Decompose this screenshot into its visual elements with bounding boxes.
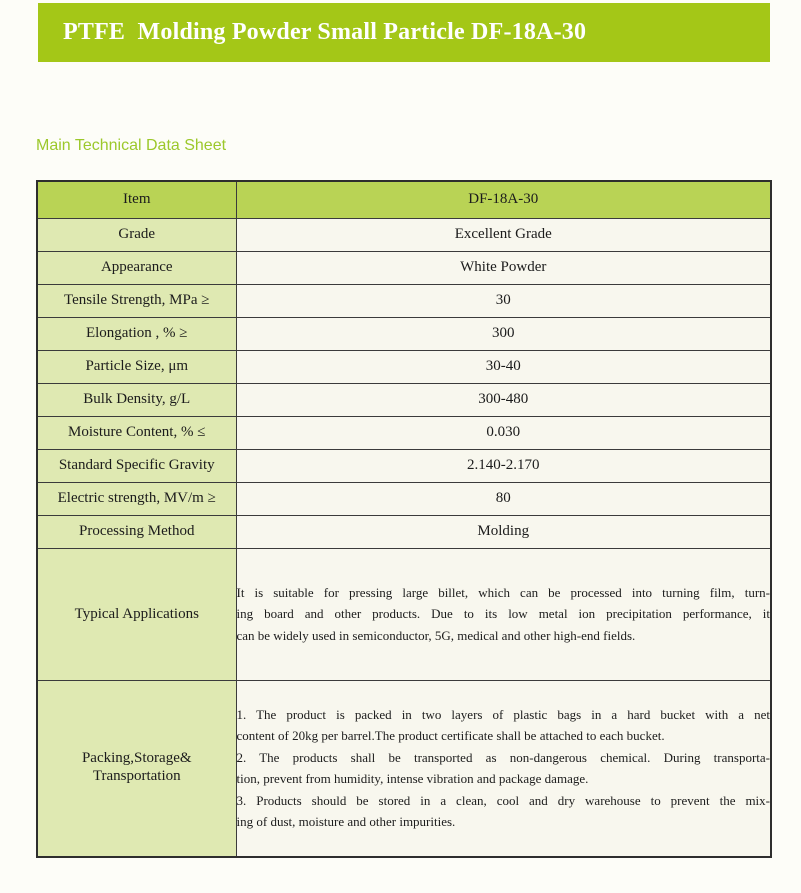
title-banner [38,3,770,62]
item-cell: Grade [37,218,236,251]
paragraph-line: It is suitable for pressing large billet, which can be processed into turning film, turn- [236,584,770,600]
paragraph-line: ing of dust, moisture and other impurities. [236,814,456,830]
item-cell: Particle Size, μm [37,350,236,383]
paragraph-line: ing board and other products. Due to its low metal ion precipitation performance, it [236,606,770,622]
typical-applications-row [37,548,771,680]
packing-item-label [38,750,236,786]
table-row [37,317,771,350]
item-label-line: Packing,Storage& [81,750,192,767]
header-item-cell: Item [37,181,236,218]
item-cell: Processing Method [37,515,236,548]
packing-storage-paragraph [237,704,771,833]
value-cell: Excellent Grade [236,218,771,251]
item-cell: Typical Applications [37,548,236,680]
table-row [37,218,771,251]
paragraph-line: 2. The products shall be transported as non-dangerous chemical. During transporta- [236,749,770,765]
value-cell: 300 [236,317,771,350]
page-title: PTFE Molding Powder Small Particle DF-18A-30 [63,19,587,45]
packing-storage-text-cell [236,680,771,857]
value-cell: 30-40 [236,350,771,383]
table-row [37,416,771,449]
table-header-row [37,181,771,218]
item-label-line: Transportation [92,768,181,785]
item-cell: Moisture Content, % ≤ [37,416,236,449]
value-cell: 80 [236,482,771,515]
value-cell: Molding [236,515,771,548]
table-row [37,350,771,383]
technical-data-table [36,180,772,858]
value-cell: 0.030 [236,416,771,449]
typical-applications-text-cell [236,548,771,680]
header-value-cell: DF-18A-30 [236,181,771,218]
table-row [37,482,771,515]
paragraph-line: tion, prevent from humidity, intense vibration and package damage. [236,771,589,787]
item-cell: Standard Specific Gravity [37,449,236,482]
table-row [37,284,771,317]
paragraph-line: 3. Products should be stored in a clean, cool and dry warehouse to prevent the mix- [236,792,770,808]
table-row [37,449,771,482]
packing-storage-row [37,680,771,857]
item-cell: Electric strength, MV/m ≥ [37,482,236,515]
item-cell: Elongation , % ≥ [37,317,236,350]
value-cell: 30 [236,284,771,317]
table-row [37,251,771,284]
value-cell: White Powder [236,251,771,284]
item-cell: Appearance [37,251,236,284]
value-cell: 300-480 [236,383,771,416]
item-cell: Tensile Strength, MPa ≥ [37,284,236,317]
table-row [37,515,771,548]
paragraph-line: 1. The product is packed in two layers of plastic bags in a hard bucket with a net [236,706,770,722]
value-cell: 2.140-2.170 [236,449,771,482]
section-heading: Main Technical Data Sheet [36,137,227,154]
table-row [37,383,771,416]
item-cell [37,680,236,857]
item-cell: Bulk Density, g/L [37,383,236,416]
paragraph-line: content of 20kg per barrel.The product certificate shall be attached to each bucket. [236,728,665,744]
paragraph-line: can be widely used in semiconductor, 5G, medical and other high-end fields. [236,627,636,643]
typical-applications-paragraph [237,582,771,647]
